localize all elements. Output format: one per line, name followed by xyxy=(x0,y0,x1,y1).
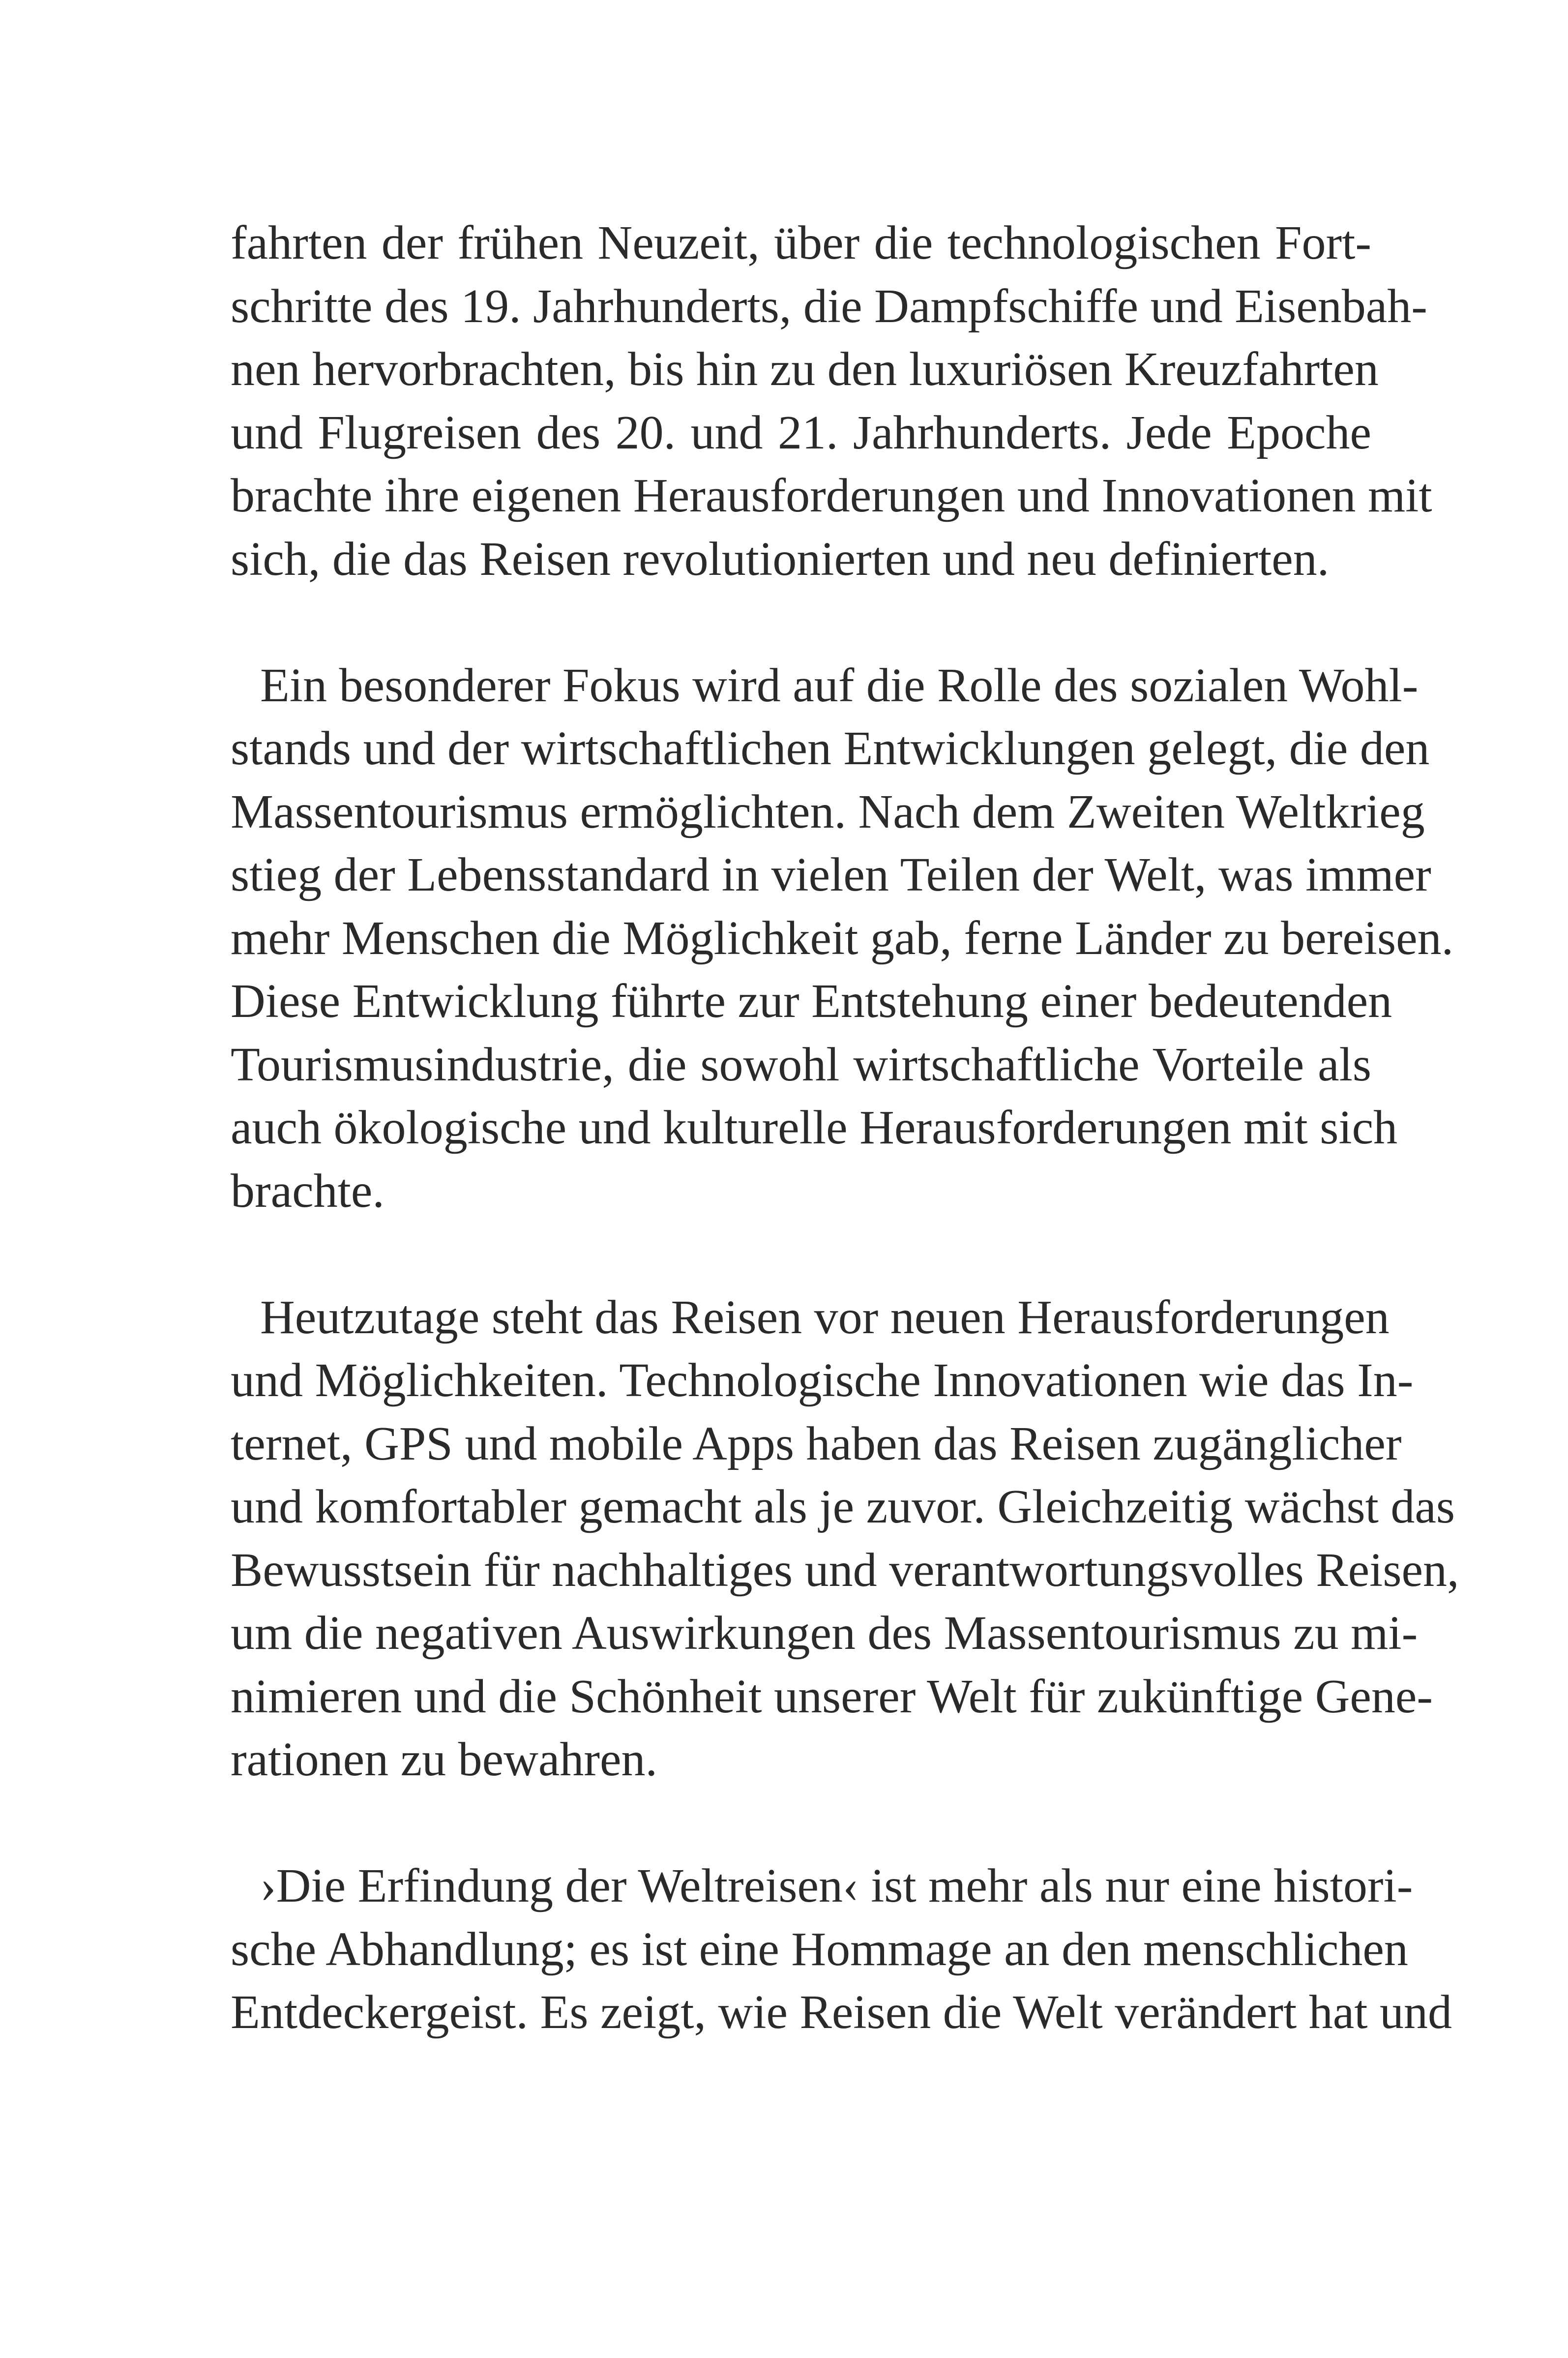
text-line: Bewusstsein für nachhaltiges und verantwortungsvolles Reisen, xyxy=(231,1543,1459,1597)
text-line: stieg der Lebensstandard in vielen Teilen der Welt, was immer xyxy=(231,848,1431,901)
text-line: mehr Menschen die Möglichkeit gab, ferne Länder zu bereisen. xyxy=(231,911,1454,965)
paragraph-1 xyxy=(231,211,1432,591)
text-line: Ein besonderer Fokus wird auf die Rolle des sozialen Wohl- xyxy=(260,658,1419,712)
text-line: um die negativen Auswirkungen des Massentourismus zu mi- xyxy=(231,1607,1418,1660)
text-line: ternet, GPS und mobile Apps haben das Reisen zugänglicher xyxy=(231,1417,1402,1470)
paragraph-spacer xyxy=(231,1791,1371,1855)
text-line: rationen zu bewahren. xyxy=(231,1733,657,1786)
text-line: Massentourismus ermöglichten. Nach dem Zweiten Weltkrieg xyxy=(231,785,1425,838)
text-line: nen hervorbrachten, bis hin zu den luxuriösen Kreuzfahrten xyxy=(231,343,1379,396)
text-line: sich, die das Reisen revolutionierten und neu definierten. xyxy=(231,532,1330,586)
text-line: ›Die Erfindung der Weltreisen‹ ist mehr als nur eine histori- xyxy=(260,1859,1413,1912)
text-line: sche Abhandlung; es ist eine Hommage an den menschlichen xyxy=(231,1922,1408,1976)
text-line: und Möglichkeiten. Technologische Innovationen wie das In- xyxy=(231,1354,1414,1407)
body-text xyxy=(231,211,1459,2044)
text-line: auch ökologische und kulturelle Herausforderungen mit sich xyxy=(231,1101,1398,1154)
text-line: fahrten der frühen Neuzeit, über die technologischen Fort- xyxy=(231,216,1371,269)
paragraph-4 xyxy=(231,1854,1452,2044)
text-line: Entdeckergeist. Es zeigt, wie Reisen die Welt verändert hat und xyxy=(231,1986,1452,2039)
text-line: und komfortabler gemacht als je zuvor. Gleichzeitig wächst das xyxy=(231,1480,1455,1533)
text-line: stands und der wirtschaftlichen Entwicklungen gelegt, die den xyxy=(231,722,1430,775)
paragraph-2 xyxy=(231,654,1454,1223)
text-line: schritte des 19. Jahrhunderts, die Dampfschiffe und Eisenbah- xyxy=(231,279,1427,333)
paragraph-spacer xyxy=(231,1223,1371,1286)
text-line: brachte ihre eigenen Herausforderungen und Innovationen mit xyxy=(231,469,1432,522)
text-line: Heutzutage steht das Reisen vor neuen Herausforderungen xyxy=(260,1290,1390,1344)
text-line: Diese Entwicklung führte zur Entstehung einer bedeutenden xyxy=(231,975,1392,1028)
text-line: Tourismusindustrie, die sowohl wirtschaftliche Vorteile als xyxy=(231,1038,1371,1091)
paragraph-spacer xyxy=(231,591,1371,654)
text-line: und Flugreisen des 20. und 21. Jahrhunderts. Jede Epoche xyxy=(231,406,1371,459)
paragraph-3 xyxy=(231,1286,1459,1791)
text-line: brachte. xyxy=(231,1164,385,1218)
text-line: nimieren und die Schönheit unserer Welt für zukünftige Gene- xyxy=(231,1670,1433,1723)
